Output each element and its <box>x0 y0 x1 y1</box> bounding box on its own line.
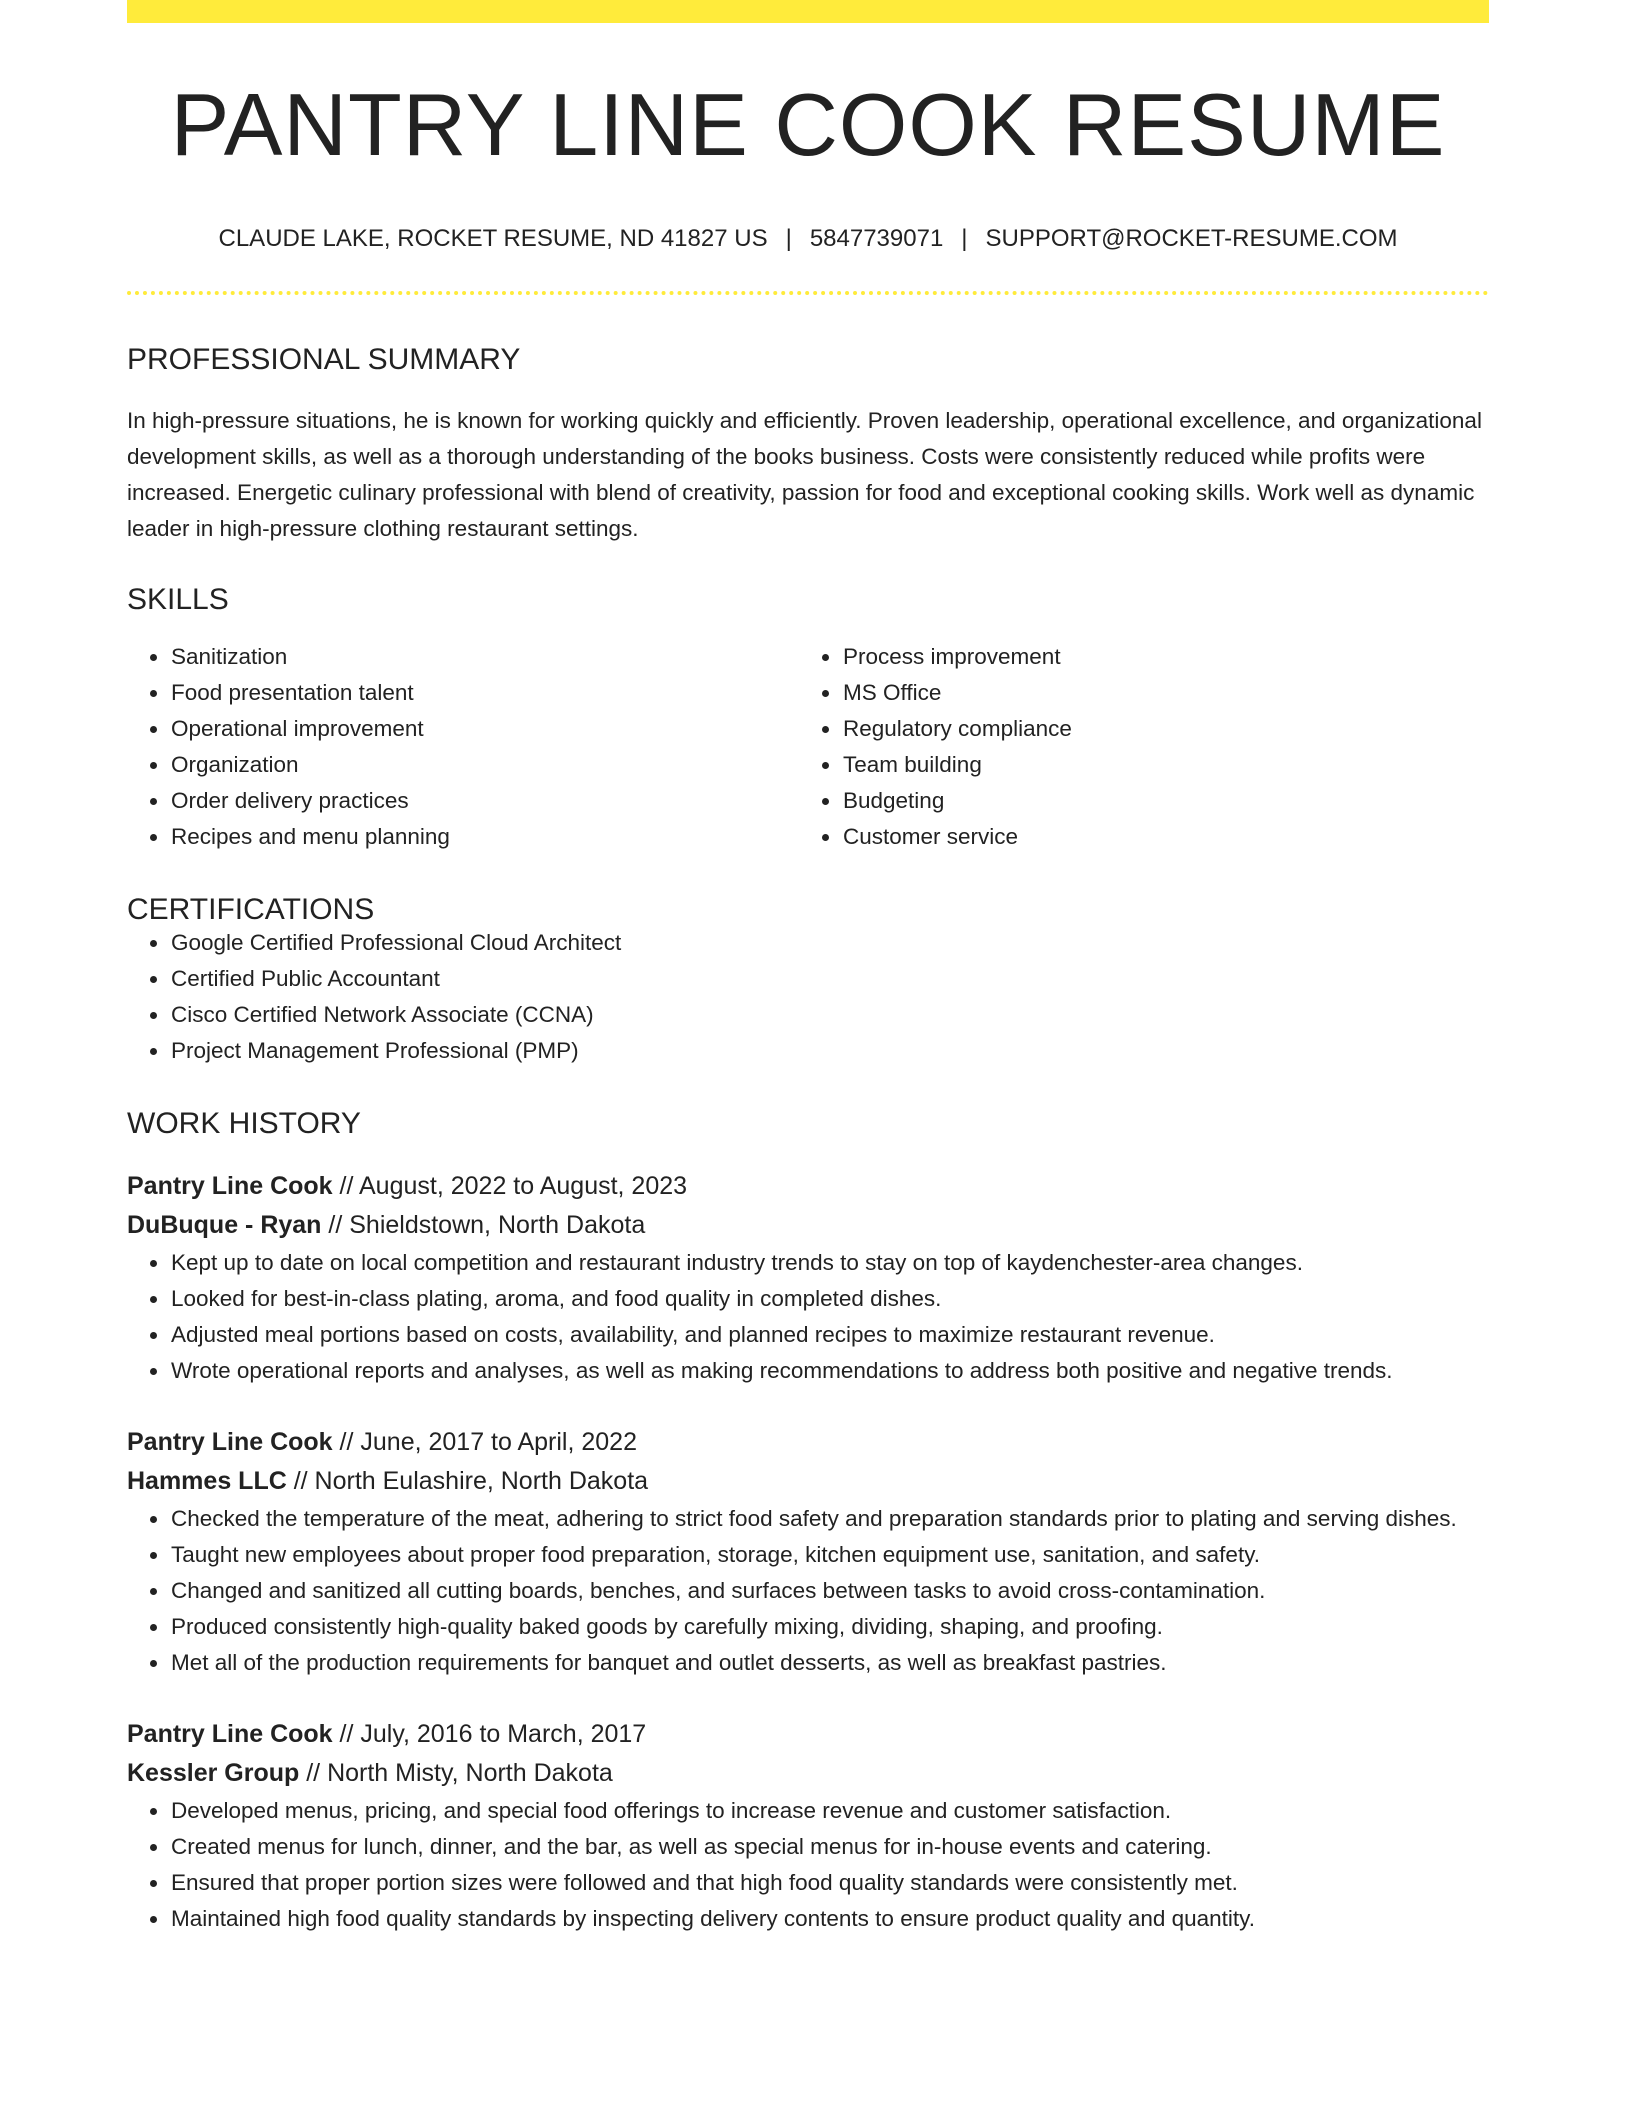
job-title-line <box>127 1423 1489 1462</box>
job-company: Hammes LLC <box>127 1467 287 1495</box>
certification-item: • Cisco Certified Network Associate (CCNA) <box>170 997 1489 1033</box>
contact-line <box>127 227 1489 251</box>
job-duty: • Taught new employees about proper food preparation, storage, kitchen equipment use, sanitation, and safety. <box>170 1537 1489 1573</box>
skills-list-right <box>799 639 1471 855</box>
job-duty: • Ensured that proper portion sizes were followed and that high food quality standards were consistently met. <box>170 1865 1489 1901</box>
job-duty: • Kept up to date on local competition and restaurant industry trends to stay on top of kaydenchester-area changes. <box>170 1245 1489 1281</box>
job-dates: // August, 2022 to August, 2023 <box>339 1172 688 1200</box>
skill-item: • Organization <box>170 747 799 783</box>
job-entry <box>127 1715 1489 1937</box>
job-entry <box>127 1167 1489 1389</box>
skill-item: • Operational improvement <box>170 711 799 747</box>
contact-separator: | <box>961 225 968 252</box>
skill-item: • Process improvement <box>842 639 1471 675</box>
job-location: // North Misty, North Dakota <box>306 1759 613 1787</box>
job-company-line <box>127 1754 1489 1793</box>
skill-item: • MS Office <box>842 675 1471 711</box>
job-duty: • Wrote operational reports and analyses, as well as making recommendations to address both positive and negative trends. <box>170 1353 1489 1389</box>
job-duty: • Checked the temperature of the meat, adhering to strict food safety and preparation standards prior to plating and serving dishes. <box>170 1501 1489 1537</box>
skill-item: • Order delivery practices <box>170 783 799 819</box>
job-title: Pantry Line Cook <box>127 1720 333 1748</box>
skill-item: • Budgeting <box>842 783 1471 819</box>
top-accent-bar <box>127 0 1489 23</box>
job-entry <box>127 1423 1489 1681</box>
job-title: Pantry Line Cook <box>127 1428 333 1456</box>
skills-column-right <box>799 639 1471 855</box>
skill-item: • Team building <box>842 747 1471 783</box>
contact-separator: | <box>785 225 792 252</box>
job-dates: // June, 2017 to April, 2022 <box>339 1428 637 1456</box>
job-duties-list <box>127 1245 1489 1389</box>
job-duty: • Produced consistently high-quality baked goods by carefully mixing, dividing, shaping, and proofing. <box>170 1609 1489 1645</box>
skill-item: • Recipes and menu planning <box>170 819 799 855</box>
job-company-line <box>127 1462 1489 1501</box>
job-location: // North Eulashire, North Dakota <box>293 1467 649 1495</box>
job-duty: • Looked for best-in-class plating, aroma, and food quality in completed dishes. <box>170 1281 1489 1317</box>
job-duty: • Adjusted meal portions based on costs, availability, and planned recipes to maximize restaurant revenue. <box>170 1317 1489 1353</box>
dotted-divider <box>127 291 1489 295</box>
job-company-line <box>127 1206 1489 1245</box>
job-duty: • Developed menus, pricing, and special food offerings to increase revenue and customer satisfaction. <box>170 1793 1489 1829</box>
skill-item: • Food presentation talent <box>170 675 799 711</box>
job-location: // Shieldstown, North Dakota <box>328 1211 646 1239</box>
skills-column-left <box>127 639 799 855</box>
job-duty: • Met all of the production requirements for banquet and outlet desserts, as well as breakfast pastries. <box>170 1645 1489 1681</box>
contact-address: CLAUDE LAKE, ROCKET RESUME, ND 41827 US <box>218 225 768 252</box>
contact-phone: 5847739071 <box>809 225 944 252</box>
certification-item: • Project Management Professional (PMP) <box>170 1033 1489 1069</box>
job-company: Kessler Group <box>127 1759 300 1787</box>
skills-grid <box>127 639 1489 855</box>
skills-list-left <box>127 639 799 855</box>
job-duty: • Created menus for lunch, dinner, and the bar, as well as special menus for in-house events and catering. <box>170 1829 1489 1865</box>
job-title: Pantry Line Cook <box>127 1172 333 1200</box>
skill-item: • Customer service <box>842 819 1471 855</box>
contact-email: SUPPORT@ROCKET-RESUME.COM <box>985 225 1398 252</box>
summary-text: In high-pressure situations, he is known for working quickly and efficiently. Proven leadership, operational excellence, and organizational development skills, as well as a thorough understanding of the books business. Costs were consistently reduced while profits were increased. Energetic culinary professional with blend of creativity, passion for food and exceptional cooking skills. Work well as dynamic leader in high-pressure clothing restaurant settings. <box>127 408 1482 541</box>
skill-item: • Sanitization <box>170 639 799 675</box>
work-history-heading: WORK HISTORY <box>127 1107 361 1140</box>
resume-title: PANTRY LINE COOK RESUME <box>170 75 1446 174</box>
summary-heading: PROFESSIONAL SUMMARY <box>127 343 521 376</box>
job-dates: // July, 2016 to March, 2017 <box>339 1720 647 1748</box>
skills-heading: SKILLS <box>127 583 229 616</box>
job-title-line <box>127 1715 1489 1754</box>
job-duty: • Changed and sanitized all cutting boards, benches, and surfaces between tasks to avoid cross-contamination. <box>170 1573 1489 1609</box>
resume-page <box>127 0 1489 1937</box>
certifications-heading: CERTIFICATIONS <box>127 893 375 926</box>
job-duties-list <box>127 1501 1489 1681</box>
certification-item: • Google Certified Professional Cloud Architect <box>170 925 1489 961</box>
skill-item: • Regulatory compliance <box>842 711 1471 747</box>
certification-item: • Certified Public Accountant <box>170 961 1489 997</box>
job-company: DuBuque - Ryan <box>127 1211 322 1239</box>
job-duties-list <box>127 1793 1489 1937</box>
job-title-line <box>127 1167 1489 1206</box>
certifications-list <box>127 925 1489 1069</box>
job-duty: • Maintained high food quality standards by inspecting delivery contents to ensure product quality and quantity. <box>170 1901 1489 1937</box>
